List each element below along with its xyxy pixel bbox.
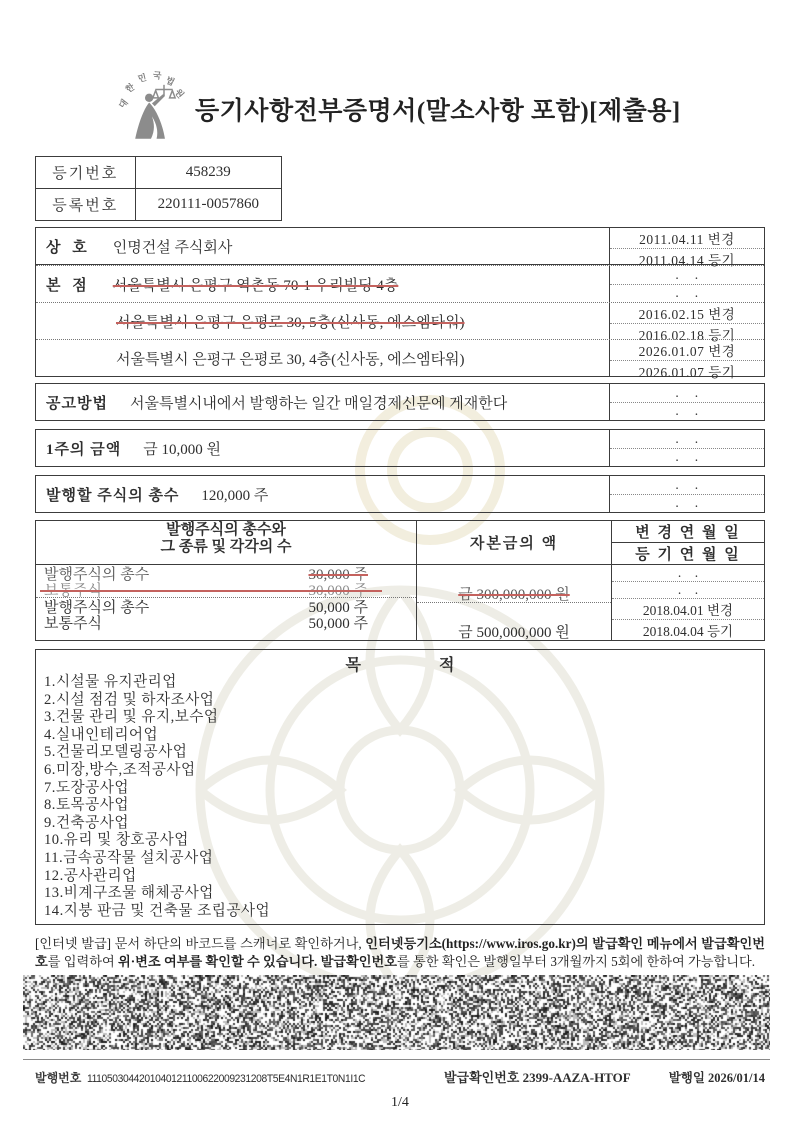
notice-method-value: 서울특별시내에서 발행하는 일간 매일경제신문에 게재한다 [129,395,508,412]
company-headoffice-section [35,227,765,380]
registered-date: 2018.04.04 등기 [612,619,764,640]
purpose-item: 11.금속공작물 설치공사업 [44,849,214,866]
registered-date: 2011.04.14 등기 [638,253,736,268]
change-date: 2026.01.07 변경 [610,340,764,361]
change-date: 2011.04.11 변경 [610,228,764,249]
table-row [36,189,282,221]
svg-text:민: 민 [136,72,148,84]
confirm-number-value: 2399-AAZA-HTOF [522,1070,631,1086]
purpose-header: 목 적 [345,656,455,674]
purpose-item: 14.지붕 판금 및 건축물 조립공사업 [44,902,271,919]
capital-header: 자본금의 액 [416,521,611,564]
court-emblem-icon [113,70,189,148]
verification-footnote: [인터넷 발급] 문서 하단의 바코드를 스캐너로 확인하거나, 인터넷등기소(https://www.iros.go.kr)의 발급확인 메뉴에서 발급확인번호를 입력하여 위·변조 여부를 확인할 수 있습니다. 발급확인번호를 통한 확인은 발행일부터 3개월까지 5회에 한하여 가능합니다. [35,936,765,969]
head-office-row [36,265,764,302]
registered-date: 2016.02.18 등기 [638,328,736,343]
stock-row: 발행주식의 총수 50,000 주 [44,599,368,616]
purpose-item: 1.시설물 유지관리업 [44,674,177,690]
purpose-item: 9.건축공사업 [44,814,129,831]
purpose-item: 7.도장공사업 [44,779,129,796]
issue-number-label: 발행번호 [35,1071,82,1086]
svg-text:국: 국 [152,70,162,81]
purpose-item: 4.실내인테리어업 [44,726,159,743]
authorized-shares-label: 발행할 주식의 총수 [46,487,180,504]
registered-date: 2026.01.07 등기 [638,365,736,380]
stock-table-header [36,521,764,565]
change-date-header: 변 경 연 월 일 [612,521,764,543]
document-title: 등기사항전부증명서(말소사항 포함)[제출용] [195,98,681,125]
notice-method-label: 공고방법 [46,395,108,412]
barcode-image [23,975,770,1050]
registration-number-label: 등록번호 [36,189,136,221]
registered-date: . . [671,285,703,301]
date-cell [609,476,764,512]
purpose-item: 10.유리 및 창호공사업 [44,832,189,849]
issued-stock-table [35,520,765,641]
confirm-number-label: 발급확인번호 [443,1070,520,1086]
registered-date-header: 등 기 연 월 일 [635,547,741,563]
purpose-item: 8.토목공사업 [44,797,129,814]
company-name-value: 인명건설 주식회사 [112,239,233,256]
date-cell [609,430,764,466]
change-date: 2018.04.01 변경 [612,598,764,619]
issue-date-label: 발행일 [668,1071,705,1086]
capital-value: 금 500,000,000 원 [458,625,570,642]
authorized-shares-section [35,475,765,513]
svg-text:대: 대 [116,97,130,111]
date-cell [609,384,764,420]
date-cell [609,266,764,302]
page-number: 1/4 [391,1095,409,1111]
change-date: . . [610,266,764,285]
head-office-row [36,339,764,380]
svg-text:원: 원 [172,86,186,100]
purpose-item: 3.건물 관리 및 유지,보수업 [44,709,219,726]
change-date: . . [610,476,764,495]
purpose-item: 12.공사관리업 [44,867,137,884]
share-price-label: 1주의 금액 [46,441,122,458]
share-price-value: 금 10,000 원 [143,441,221,458]
issue-number-value: 1110503044201040121100622009231208T5E4N1R1E1T0N1I1C [87,1073,366,1086]
company-name-label: 상 호 [46,239,91,256]
change-date: . . [610,430,764,449]
issue-date-value: 2026/01/14 [708,1071,765,1086]
registered-date: . . [671,495,703,511]
company-name-row [36,228,764,268]
head-office-address-struck: 서울특별시 은평구 은평로 30, 5층(신사동, 에스엠타워) [116,314,465,331]
purpose-item: 6.미장,방수,조적공사업 [44,761,196,778]
stock-table-body [36,565,764,640]
purpose-item: 2.시설 점검 및 하자조사업 [44,691,215,708]
registry-number-value: 458239 [135,157,281,189]
change-date: . . [610,384,764,403]
registered-date: . . [612,581,764,598]
purpose-item: 5.건물리모델링공사업 [44,744,188,761]
purpose-item: 13.비계구조물 해체공사업 [44,885,214,902]
registered-date: . . [671,403,703,419]
table-row [36,157,282,189]
stock-row-struck: 보통주식 30,000 주 [36,582,416,599]
registry-number-label: 등기번호 [36,157,136,189]
head-office-address: 서울특별시 은평구 은평로 30, 4층(신사동, 에스엠타워) [116,351,465,368]
svg-text:한: 한 [123,81,137,95]
date-cell [609,340,764,380]
stock-row: 보통주식 50,000 주 [44,616,368,633]
change-date: 2016.02.15 변경 [610,303,764,324]
head-office-row [36,302,764,343]
svg-text:법: 법 [164,74,177,88]
head-office-label: 본 점 [46,277,91,294]
stock-col1-header-line2: 그 종류 및 각각의 수 [160,539,292,555]
head-office-address-struck: 서울특별시 은평구 역촌동 70-1 우리빌딩 4층 [112,277,399,294]
capital-value-struck: 금 300,000,000 원 [458,587,570,604]
registration-number-value: 220111-0057860 [135,189,281,221]
registered-date: . . [671,449,703,465]
stock-row-struck: 발행주식의 총수 30,000 주 [44,566,368,583]
business-purpose-section [35,649,765,925]
bottom-divider [23,1059,770,1060]
document-header [35,72,765,146]
stock-col1-header-line1: 발행주식의 총수와 [166,522,286,538]
change-date: . . [674,565,702,580]
registry-id-table [35,156,282,221]
date-cell [609,228,764,268]
issuance-info-row [35,1067,765,1086]
public-notice-section [35,383,765,421]
share-price-section [35,429,765,467]
date-cell [609,303,764,343]
security-barcode [23,975,770,1050]
authorized-shares-value: 120,000 주 [201,487,269,504]
